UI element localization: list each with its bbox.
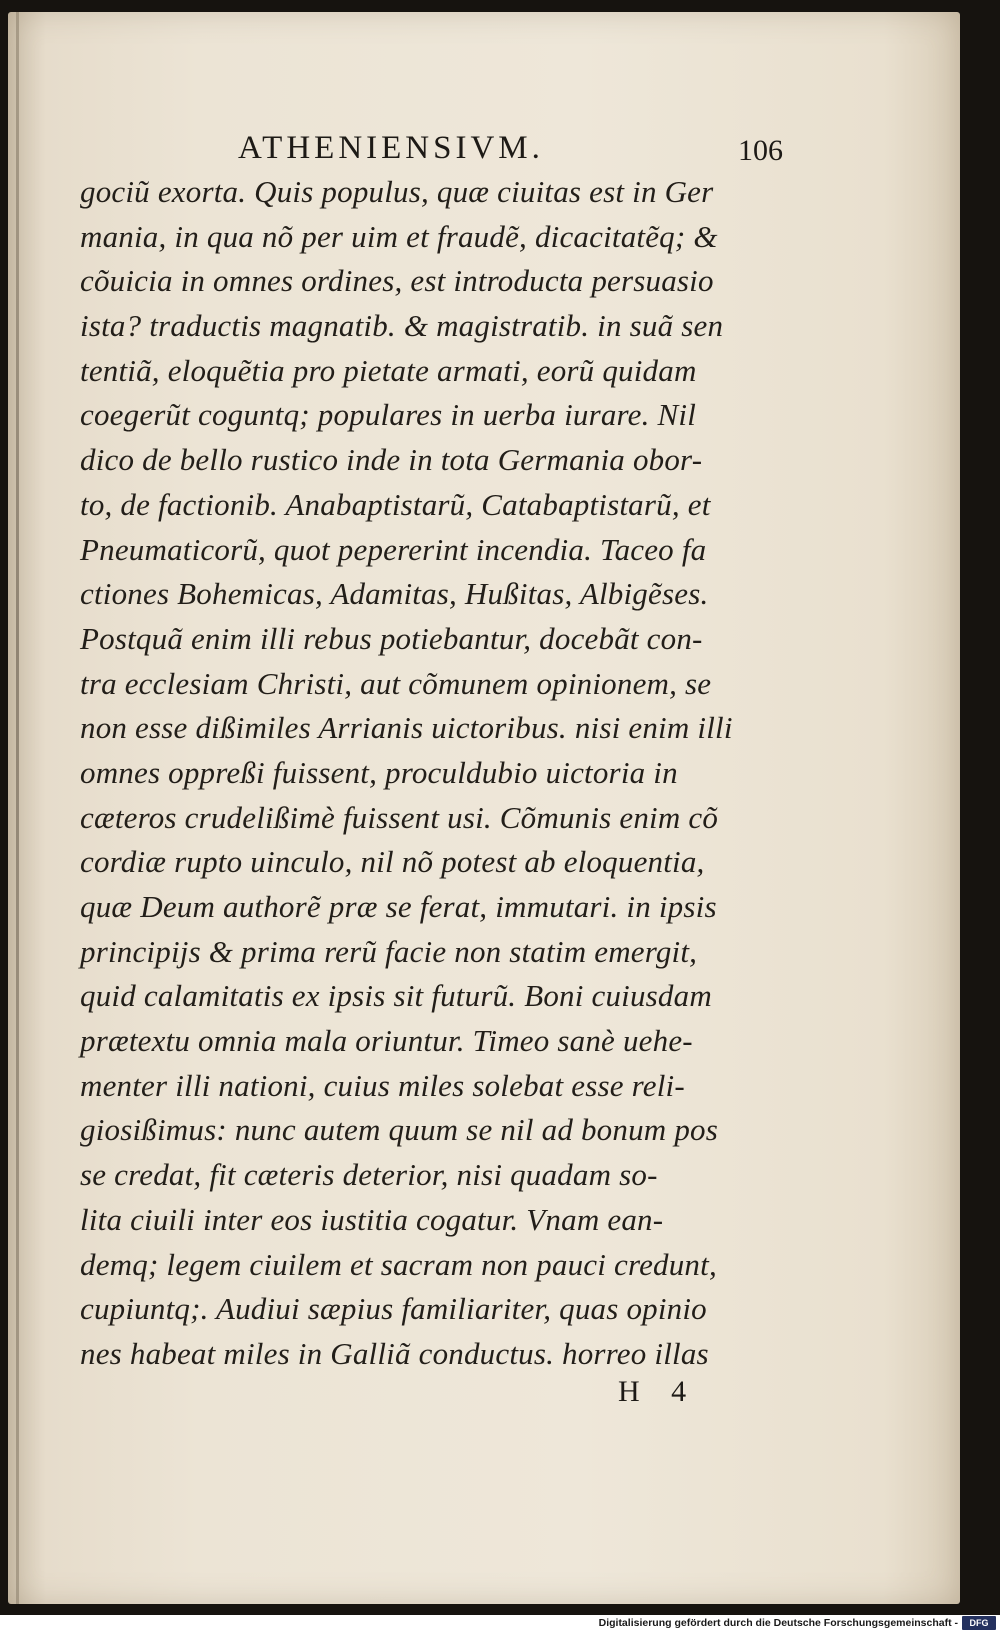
- text-line: prætextu omnia mala oriuntur. Timeo sanè uehe-: [80, 1023, 693, 1059]
- text-line: Pneumaticorũ, quot pepererint incendia. Taceo fa: [80, 531, 707, 567]
- text-line: cæteros crudelißimè fuissent usi. Cõmunis enim cõ: [80, 799, 719, 835]
- text-line: se credat, fit cæteris deterior, nisi quadam so-: [80, 1157, 658, 1193]
- text-line: lita ciuili inter eos iustitia cogatur. Vnam ean-: [80, 1201, 664, 1237]
- funding-credit: Digitalisierung gefördert durch die Deutsche Forschungsgemeinschaft -: [598, 1617, 958, 1629]
- text-line: cõuicia in omnes ordines, est introducta persuasio: [80, 263, 714, 299]
- text-line: nes habeat miles in Galliã conductus. horreo illas: [80, 1335, 709, 1371]
- text-line: non esse dißimiles Arrianis uictoribus. nisi enim illi: [80, 710, 733, 746]
- text-line: omnes oppreßi fuissent, proculdubio uictoria in: [80, 754, 678, 790]
- text-line: dico de bello rustico inde in tota Germania obor-: [80, 442, 703, 478]
- page-gutter: [16, 12, 19, 1604]
- text-line: demq; legem ciuilem et sacram non pauci credunt,: [80, 1246, 717, 1282]
- text-line: cupiuntq;. Audiui sæpius familiariter, quas opinio: [80, 1291, 707, 1327]
- text-line: ctiones Bohemicas, Adamitas, Hußitas, Albigẽses.: [80, 576, 709, 612]
- text-line: cordiæ rupto uinculo, nil nõ potest ab eloquentia,: [80, 844, 705, 880]
- text-line: quid calamitatis ex ipsis sit futurũ. Boni cuiusdam: [80, 978, 712, 1014]
- page-number: 106: [738, 134, 783, 167]
- text-line: principijs & prima rerũ facie non statim emergit,: [80, 933, 698, 969]
- running-head: ATHENIENSIVM.: [238, 130, 544, 166]
- text-line: mania, in qua nõ per uim et fraudẽ, dicacitatẽq; &: [80, 218, 718, 254]
- text-line: giosißimus: nunc autem quum se nil ad bonum pos: [80, 1112, 718, 1148]
- text-line: coegerũt coguntq; populares in uerba iurare. Nil: [80, 397, 697, 433]
- text-line: tra ecclesiam Christi, aut cõmunem opinionem, se: [80, 665, 712, 701]
- text-line: quæ Deum authorẽ præ se ferat, immutari. in ipsis: [80, 889, 717, 924]
- body-text: [80, 170, 800, 1377]
- dfg-logo: DFG: [962, 1616, 996, 1630]
- text-line: menter illi nationi, cuius miles solebat esse reli-: [80, 1067, 685, 1103]
- text-line: ista? traductis magnatib. & magistratib. in suã sen: [80, 308, 724, 344]
- text-line: tentiã, eloquẽtia pro pietate armati, eorũ quidam: [80, 352, 697, 388]
- text-line: to, de factionib. Anabaptistarũ, Catabaptistarũ, et: [80, 486, 711, 522]
- text-line: Postquã enim illi rebus potiebantur, docebãt con-: [80, 620, 703, 656]
- text-line: gociũ exorta. Quis populus, quæ ciuitas est in Ger: [80, 174, 714, 209]
- signature-mark: H 4: [618, 1375, 699, 1408]
